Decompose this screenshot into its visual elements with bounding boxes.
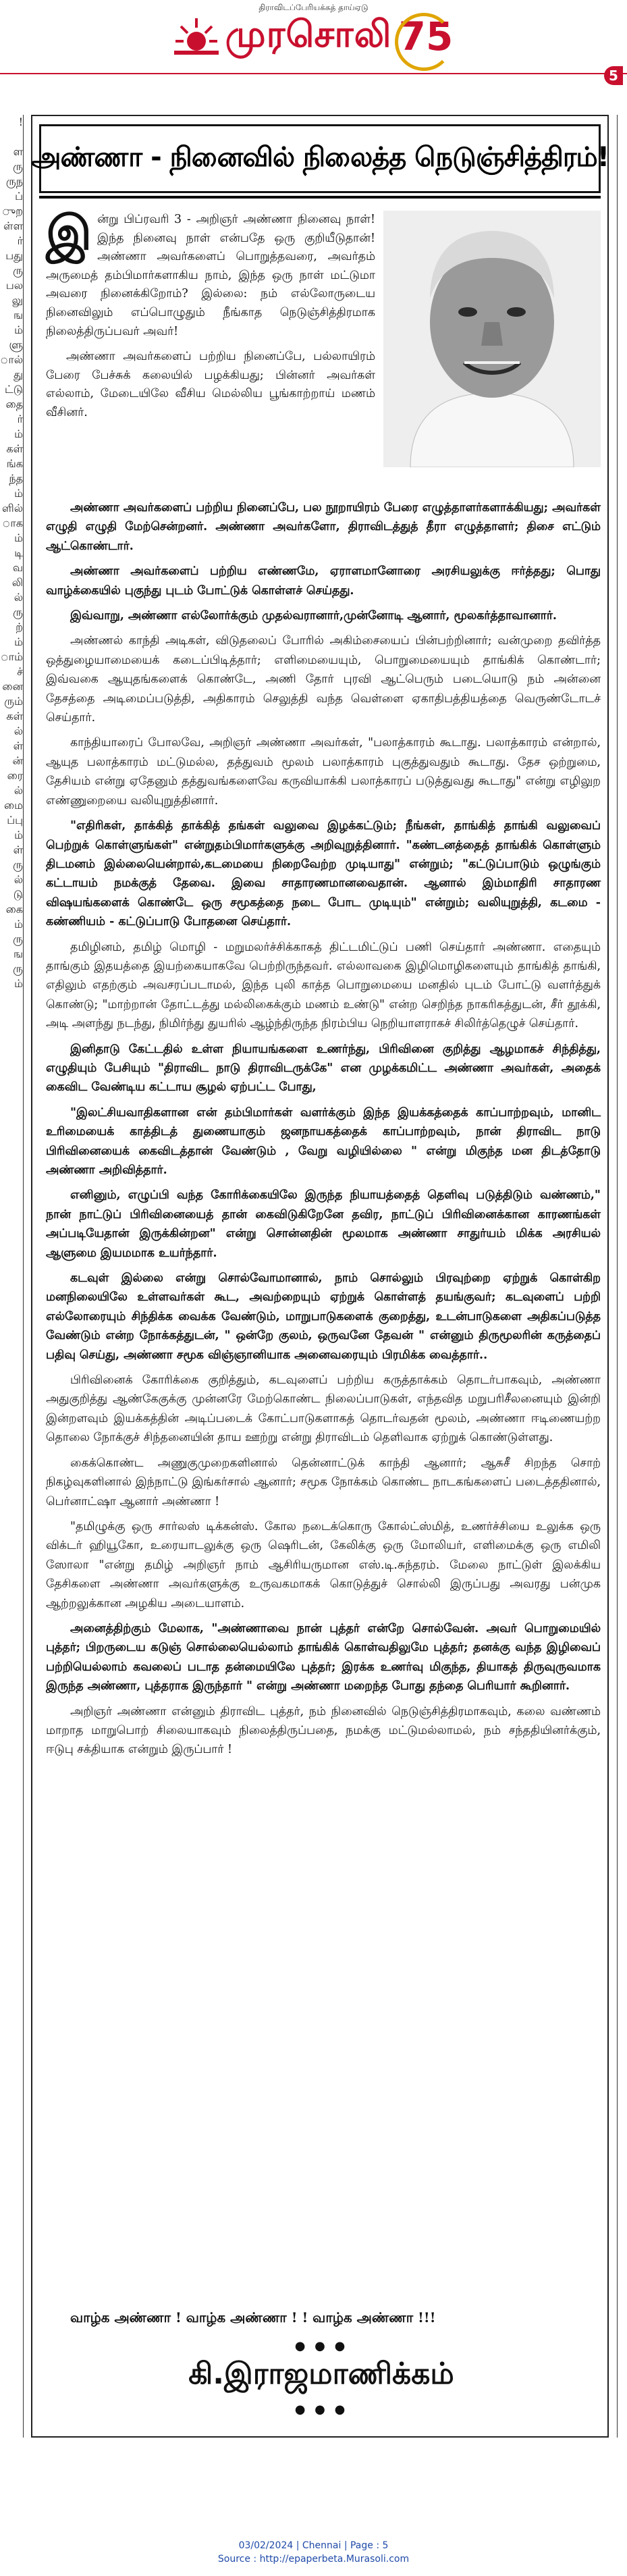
separator-dots: ● ● ● [294,2339,348,2353]
anniversary-badge [398,14,454,59]
page-footer [0,2539,627,2566]
strip-fragment: ாக [2,517,23,529]
masthead-tagline: திராவிடப்பேரியக்கத் தாய்ஏடு [258,3,369,12]
strip-fragment: ம் [14,427,23,440]
strip-fragment [0,130,23,144]
strip-fragment: தை [5,398,23,411]
strip-fragment: ருந [5,175,23,188]
body-paragraph: காந்தியாரைப் போலவே, அறிஞர் அண்ணா அவர்கள், "பலாத்காரம் கூடாது. பலாத்காரம் என்றால், ஆயுத பலாத்காரம் மட்டுமல்ல, தத்துவம் மூலம் பலாத்காரம் புகுத்துவதும் கூடாது. தேச ஒற்றுமை, தேசியம் என்று ஏதேனும் தத்துவங்களைவே கருவியாக்கி பலாத்காரப் படுத்துவது கூடாது" என்று எழிலுற எண்ணுறையை வலியுறுத்தினார். [46,736,601,808]
body-paragraph: இனிதாடு கேட்டதில் உள்ள நியாயங்களை உணர்ந்து, பிரிவினை குறித்து ஆழமாகச் சிந்தித்து, எழுதியும் பேசியும் "திராவிட நாடு திராவிடருக்கே" என முழக்கமிட்ட அண்ணா அவர்கள், அதைக் கைவிட வேண்டிய கட்டாய சூழல் ஏற்பட்ட போது, [46,1042,601,1095]
intro-paragraph-2: அண்ணா அவர்களைப் பற்றிய நினைப்பே, பல்லாயிரம் பேரை பேச்சுக் கலையில் பழக்கியது; பின்னர் அவர்கள் எல்லாம், மேடையிலே வீசிய மெல்லிய பூங்காற்றாய் மணம் வீசினர். [46,350,375,419]
body-paragraph: இவ்வாறு, அண்ணா எல்லோர்க்கும் முதல்வரானார்,முன்னோடி ஆனார், மூலகர்த்தாவானார். [70,609,557,623]
strip-fragment: லி [11,576,23,589]
body-paragraph: அறிஞர் அண்ணா என்னும் திராவிட புத்தர், நம் நினைவில் நெடுஞ்சித்திரமாகவும், கலை வண்ணம் மாறாத மாறுபொற் சிலையாகவும் நிலைத்திருப்பதை, நமக்கு மட்டுமல்லாமல், நம் சந்ததியினர்க்கும், ஈடுபு சக்தியாக என்றும் இருப்பார் ! [46,1704,601,1757]
strip-fragment: ல் [13,784,23,797]
drop-cap: இ [46,205,92,261]
strip-fragment: ரு [13,858,23,871]
anniversary-ring [395,13,453,71]
newspaper-logo: முரசொலி [225,12,392,55]
strip-fragment: டு [13,888,23,901]
masthead-rule [0,73,627,74]
strip-fragment: ுற [1,205,23,217]
body-paragraph: தமிழினம், தமிழ் மொழி - மறுமலர்ச்சிக்காகத் திட்டமிட்டுப் பணி செய்தார் அண்ணா. எதையும் தாங்கும் இதயத்தை இயற்கையாகவே பெற்றிருந்தவர். எல்லாவகை இழிமொழிகளையும் தாங்கித் தாங்கி, எதிலும் எதற்கும் அவசரப்படாமல், இந்த புலி காத்த பொறுமையை மனதில் புடம் போட்டு வளர்த்துக் கொண்டு; "மாற்றான் தோட்டத்து மல்லிகைக்கும் மணம் உண்டு" என்ற செறிந்த நாகரிகத்துடன், சீர் தூக்கி, அடி அளந்து நடந்து, நிமிர்ந்து துயரில் ஆழ்ந்திருந்த நிரம்பிய நெறியாளராகச் சிலிர்த்தெழுச் செய்தார். [46,940,601,1031]
strip-fragment: ம் [14,918,23,930]
strip-fragment: கள் [6,442,23,455]
strip-fragment: ர் [17,234,23,247]
page-number-badge: 5 [604,66,623,85]
strip-fragment: ால் [0,353,23,366]
strip-fragment: பல [5,279,23,292]
strip-fragment: ற் [16,621,23,633]
strip-fragment: ந்த [9,472,23,485]
strip-fragment: ல் [13,591,23,604]
logo-row [0,9,627,63]
body-paragraph: கைக்கொண்ட அணுகுமுறைகளினால் தென்னாட்டுக் காந்தி ஆனார்; ஆசுசீ சிறந்த சொற் நிகழ்வுகளினால் இந்நாட்டு இங்கர்சால் ஆனார்; சமூக நோக்கம் கொண்ட நாடகங்களைப் படைத்ததினால், பெர்னாட்ஷா ஆனார் அண்ணா ! [46,1456,601,1508]
strip-fragment: ள்ள [3,219,23,232]
strip-fragment: ம் [14,829,23,841]
strip-fragment: ரு [13,160,23,173]
headline-box [31,124,609,193]
strip-fragment: ள [13,145,23,158]
strip-fragment: மை [3,799,23,812]
strip-fragment: வ [12,561,23,574]
strip-fragment: ரு [13,264,23,277]
strip-fragment: ாம் [0,650,23,663]
body-paragraph: அனைத்திற்கும் மேலாக, "அண்ணாவை நான் புத்தர் என்றே சொல்வேன். அவர் பொறுமையில் புத்தர்; பிறருடைய கடுஞ் சொல்லையெல்லாம் தாங்கிக் கொள்வதிலுமே புத்தர்; தனக்கு வந்த இழிவைப் பற்றியெல்லாம் கவலைப் படாத தன்மையிலே புத்தர்; இரக்க உணர்வு மிகுந்த, தியாகத் திருவுருவமாக இருந்த அண்ணா, புத்தராக இருந்தார் " என்று அண்ணா மறைந்த போது தந்தை பெரியார் கூறினார். [46,1621,601,1693]
strip-fragment: னை [2,680,23,693]
strip-fragment: ள் [13,843,23,856]
strip-fragment: ல் [13,873,23,886]
strip-fragment: டி [14,546,23,559]
author-photo [383,211,601,467]
intro-text: ன்று பிப்ரவரி 3 - அறிஞர் அண்ணா நினைவு நாள்! இந்த நினைவு நாள் என்பதே ஒரு குறியீடுதான்! அண்ணா அவர்களைப் பொறுத்தவரை, அவர்தம் அருமைத் தம்பிமார்களாகிய நாம், இந்த ஒரு நாள் மட்டுமா அவரை நினைக்கிறோம்? இல்லை: நம் எல்லோருடைய நினைவிலும் எப்பொழுதும் நீங்காத நெடுஞ்சித்திரமாக நிலைத்திருப்பவர் அவர்! [46,213,375,338]
strip-fragment: கை [5,903,23,916]
strip-fragment: ! [18,115,23,128]
strip-fragment: ரை [7,769,23,782]
strip-fragment: ன் [12,754,23,767]
article-intro [46,205,375,429]
body-paragraph: அண்ணல் காந்தி அடிகள், விடுதலைப் போரில் அகிம்சையைப் பின்பற்றினார்; வன்முறை தவிர்த்த ஒத்துழையாமையைக் கடைப்பிடித்தார்; எளிமையையும், பொறுமையையும் தாங்கிக் கொண்டார்; இவ்வகை ஆயுதங்களைக் கொண்டே, அணி தோர் புரவி ஆட்பெரும் படையொடு நம் அன்னை தேசத்தை அடிமைப்படுத்தி, அதிகாரம் செலுத்தி வந்த வெள்ளை ஏகாதிபத்தியத்தை வெருண்டோடச் செய்தார். [46,634,601,725]
strip-fragment: ளு [9,338,23,351]
strip-fragment: ட்டு [4,383,23,396]
strip-fragment: ல் [13,725,23,737]
strip-fragment: ப்பு [7,814,23,826]
footer-source-link[interactable]: Source : http://epaperbeta.Murasoli.com [217,2554,410,2565]
body-paragraph: அண்ணா அவர்களைப் பற்றிய நினைப்பே, பல நூறாயிரம் பேரை எழுத்தாளர்களாக்கியது; அவர்கள் எழுதி எழுதி மேற்சென்றனர். அண்ணா அவர்களோ, திராவிடத்துத் தீரா எழுத்தாளர்; திசை எட்டும் ஆட்கொண்டார். [46,501,601,553]
strip-fragment: ரு [13,606,23,619]
anniversary-number: 75 [398,14,454,59]
body-paragraph: "இலட்சியவாதிகளான என் தம்பிமார்கள் வளர்க்கும் இந்த இயக்கத்தைக் காப்பாற்றவும், மானிட உரிமையைக் காத்திடத் துணையாகும் ஜனநாயகத்தைக் காப்பாற்றவும், நான் திராவிட நாடு பிரிவினையைக் கைவிடத்தான் வேண்டும் , வேறு வழியில்லை " என்று மிகுந்த மன திடத்தோடு அண்ணா அறிவித்தார். [46,1105,601,1177]
strip-fragment: ரு [13,962,23,975]
strip-fragment: கள் [6,710,23,722]
portrait-image [383,211,601,467]
body-paragraph: அண்ணா அவர்களைப் பற்றிய எண்ணமே, ஏராளமானோரை அரசியலுக்கு ஈர்த்தது; பொது வாழ்க்கையில் புகுந்து புடம் போட்டுக் கொள்ளச் செய்தது. [46,564,601,598]
body-paragraph: "தமிழுக்கு ஒரு சார்லஸ் டிக்கன்ஸ். கோல நடைக்கொரு கோல்ட்ஸ்மித், உணர்ச்சியை உலுக்க ஒரு விக்டர் ஹியூகோ, உரையாடலுக்கு ஒரு ஷெரிடன், கேலிக்கு ஒரு மோலியர், எளிமைக்கு ஒரு எமிலி ஸோலா "என்று தமிழ் அறிஞர் நாம் ஆசிரியருமான எஸ்.டி.சுந்தரம். மேலை நாட்டுள் இலக்கிய தேசிகளை அண்ணா அவர்களுக்கு உருவகமாகக் கொடுத்துச் சொல்லி இருப்பது அவரது பன்முக ஆற்றலுக்கான அழகிய அடையாளம். [46,1519,601,1610]
adjacent-article-strip [0,115,24,2438]
strip-fragment: ம் [14,635,23,648]
strip-fragment: பது [5,249,23,262]
strip-fragment: ம் [14,487,23,500]
strip-fragment: ம் [14,977,23,990]
strip-fragment: ர் [17,413,23,425]
right-column-strip [617,115,627,2438]
strip-fragment: து [13,368,23,381]
rising-sun-icon [174,14,219,59]
strip-fragment: ரு [13,932,23,945]
body-paragraph: கடவுள் இல்லை என்று சொல்வோமானால், நாம் சொல்லும் பிரவுற்றை ஏற்றுக் கொள்கிற மனநிலையிலே உள்ளவர்கள் கூட, அவற்றையும் ஏற்றுக் கொள்ளத் தயங்குவர்; கடவுளைப் பற்றி எல்லோரையும் சிந்திக்க வைக்க வேண்டும், மாறுபாடுகளைக் குறைத்து, உடன்பாடுகளை அதிகப்படுத்த வேண்டும் என்ற நோக்கத்துடன், " ஒன்றே குலம், ஒருவனே தேவன் " என்னும் திருமூலரின் கருத்தைப் பதிவு செய்து, அண்ணா சமூக விஞ்ஞானியாக அனைவரையும் பிரமிக்க வைத்தார்.. [46,1271,601,1362]
strip-fragment: ம் [14,531,23,544]
strip-fragment: ரும் [4,695,23,708]
strip-fragment: ங [13,309,23,321]
body-paragraph: "எதிரிகள், தாக்கித் தாக்கித் தங்கள் வலுவை இழக்கட்டும்; நீங்கள், தாங்கித் தாங்கி வலுவைப் பெற்றுக் கொள்ளுங்கள்" என்றுதம்பிமார்களுக்கு அறிவுறுத்தினார். "கண்டனத்தைத் தாங்கிக் கொள்ளும் திடமனம் இல்லையென்றால்,கடமையை நிறைவேற்ற முடியாது" என்றும்; "கட்டுப்பாடும் ஒழுங்கும் கட்டாயம் நமக்குத் தேவை. இவை சாதாரணமானவைதான். ஆனால் இம்மாதிரி சாதாரண விஷயங்களைக் கொண்டே ஒரு சமூகத்தை நடை போட முடியும்" என்றும்; வலியுறுத்தி, கடமை - கண்ணியம் - கட்டுப்பாடு போதனை செய்தார். [46,819,601,929]
article [31,115,609,2438]
strip-fragment: ச் [17,665,23,678]
strip-fragment: ள் [13,739,23,752]
body-paragraph: பிரிவினைக் கோரிக்கை குறித்தும், கடவுளைப் பற்றிய கருத்தாக்கம் தொடர்பாகவும், அண்ணா அதுகுறித்து ஆண்கேகுக்கு முன்னரே மேற்கொண்ட நிலைப்பாடுகள், எந்தவித மறுபரிசீலனையும் இன்றி இன்றளவும் இயக்கத்தின் அடிப்படைக் கோட்பாடுகளாகத் தொடர்வதன் மூலம், அண்ணா ஈடிணையற்ற தொலை நோக்குச் சிந்தனையின் தாய ஊற்று என்று திராவிடம் தெளிவாக ஏற்றுக் கொண்டுள்ளது. [46,1373,601,1445]
strip-fragment: லு [11,294,23,307]
article-headline: அண்ணா - நினைவில் நிலைத்த நெடுஞ்சித்திரம்! [31,141,609,173]
body-paragraph: எனினும், எழுப்பி வந்த கோரிக்கையிலே இருந்த நியாயத்தைத் தெளிவு படுத்திடும் வண்ணம்," நான் நாட்டுப் பிரிவினையைத் தான் கைவிடுகிறேனே தவிர, நாட்டுப் பிரிவினைக்கான காரணங்கள் அப்படியேதான் இருக்கின்றன" என்று சொன்னதின் மூலமாக அண்ணா சாதுர்யம் மிக்க அரசியல் ஆளுமை இயமமாக உயர்ந்தார். [46,1188,601,1260]
strip-fragment: ங [13,947,23,960]
intro-paragraph-1 [46,205,375,341]
author-byline: கி.இராஜமாணிக்கம் [188,2357,454,2391]
strip-fragment: ளில் [2,502,23,515]
strip-fragment: ம் [14,323,23,336]
strip-fragment: ங்க [6,457,23,470]
masthead [0,0,627,74]
footer-date-page: 03/02/2024 | Chennai | Page : 5 [238,2540,389,2551]
separator-dots: ● ● ● [294,2402,348,2417]
strip-fragment: ப் [15,190,23,203]
closing-slogan: வாழ்க அண்ணா ! வாழ்க அண்ணா ! ! வாழ்க அண்ணா !!! [70,2309,436,2325]
article-body [46,498,601,1766]
headline-rule [39,196,601,199]
